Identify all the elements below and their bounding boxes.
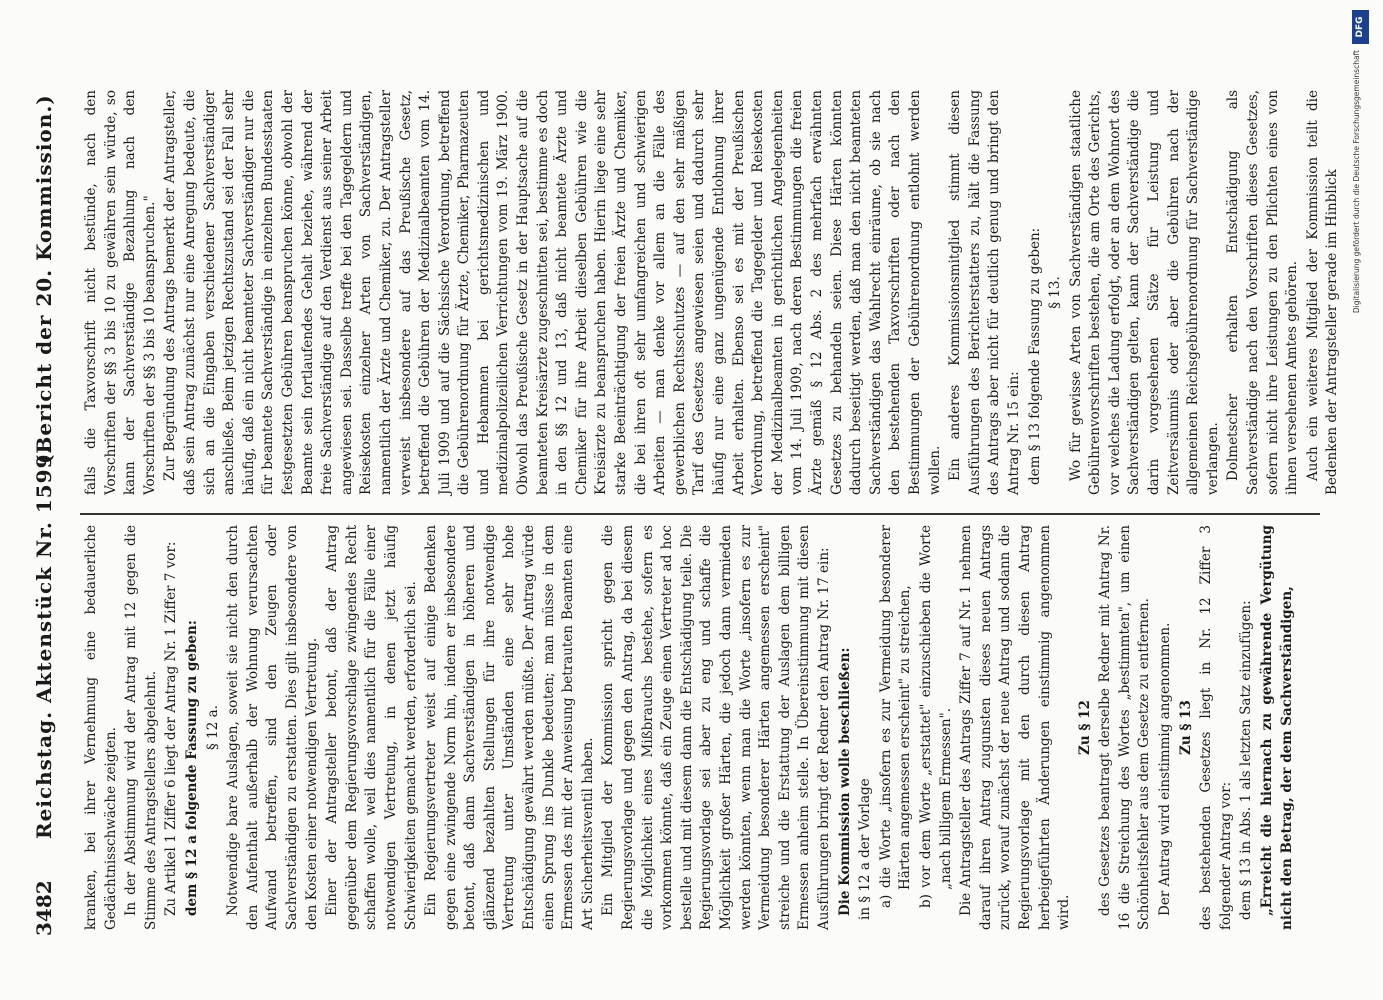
- paragraph: dem § 13 folgende Fassung zu geben:: [1026, 227, 1043, 485]
- column-divider: [80, 513, 1320, 515]
- paragraph: kranken, bei ihrer Vernehmung eine bedauerliche Gedächtnisschwäche zeigten.: [83, 525, 119, 930]
- paragraph: Einer der Antragsteller betont, daß der Antrag gegenüber dem Regierungsvorschlage zwingendes Recht schaffen wolle, weil dies namentlich für die Fälle einer notwendigen Vertretung, in denen jetzt häufig Schwierigkeiten gemacht werden, erforderlich sei.: [324, 525, 419, 930]
- dfg-logo: DFG: [1352, 10, 1369, 44]
- paragraph: Die Antragsteller des Antrags Ziffer 7 auf Nr. 1 nehmen darauf ihren Antrag zugunsten dieses neuen Antrags zurück, worauf zunächst der neue Antrag und sodann die Regierungsvorlage mit den durch diesen Antrag herbeigeführten Änderungen einstimmig angenommen wird.: [958, 525, 1073, 930]
- paragraph: Zur Begründung des Antrags bemerkt der Antragsteller, daß sein Antrag zunächst nur eine Anregung bedeute, die sich an die Eingaben verschiedener Sachverständiger anschließe. Beim jetzigen Rechtszustand sei der Fall sehr häufig, daß ein nicht beamteter Sachverständiger nur die für beamtete Sachverständige in einzelnen Bundesstaaten festgesetzten Gebühren beanspruchen könne, obwohl der Beamte sein fortlaufendes Gehalt beziehe, während der freie Sachverständige auf den Verdienst aus seiner Arbeit angewiesen sei. Dasselbe treffe bei den Tagegeldern und Reisekosten einzelner Arten von Sachverständigen, namentlich der Ärzte und Chemiker, zu. Der Antragsteller verweist insbesondere auf das Preußische Gesetz, betreffend die Gebühren der Medizinalbeamten vom 14. Juli 1909 und auf die Sächsische Verordnung, betreffend die Gebührenordnung für Ärzte, Chemiker, Pharmazeuten und Hebammen bei gerichtsmedizinischen und medizinalpolizeilichen Verrichtungen vom 19. März 1900. Obwohl das Preußische Gesetz in der Hauptsache auf die beamteten Kreisärzte zugeschnitten sei, bestimme es doch in den §§ 12 und 13, daß nicht beamtete Ärzte und Chemiker für ihre Arbeit dieselben Gebühren wie die Kreisärzte zu beanspruchen haben. Hierin liege eine sehr starke Beeinträchtigung der freien Ärzte und Chemiker, die bei ihren oft sehr umfangreichen und schwierigen Arbeiten — man denke vor allem an die Fälle des gewerblichen Rechtsschutzes — auf den sehr mäßigen Tarif des Gesetzes angewiesen seien und dadurch sehr häufig nur eine ganz ungenügende Entlohnung ihrer Arbeit erhalten. Ebenso sei es mit der Preußischen Verordnung, betreffend die Tagegelder und Reisekosten der Medizinalbeamten in gerichtlichen Angelegenheiten vom 14. Juli 1909, nach deren Bestimmungen die freien Ärzte gemäß § 12 Abs. 2 des mehrfach erwähnten Gesetzes zu behandeln seien. Diese Härten könnten dadurch beseitigt werden, daß man den nicht beamteten Sachverständigen das Wahlrecht einräume, ob sie nach den bestehenden Taxvorschriften oder nach den Bestimmungen der Gebührenordnung entlohnt werden wollen.: [162, 90, 943, 495]
- left-column: [82, 525, 1322, 930]
- paragraph: § 12 a.: [204, 705, 221, 750]
- paragraph: in § 12 a der Vorlage: [857, 778, 874, 920]
- paragraph: dem § 12 a folgende Fassung zu geben:: [183, 620, 200, 916]
- credit-text: Digitalisierung gefördert durch die Deutsche Forschungsgemeinschaft: [1352, 50, 1361, 314]
- page-header: [8, 54, 68, 954]
- paragraph: a) die Worte „insofern es zur Vermeidung besonderer Härten angemessen erscheint" zu streichen,: [877, 525, 914, 908]
- paragraph: Auch ein weiteres Mitglied der Kommission teilt die Bedenken der Antragsteller gerade im Hinblick: [1304, 90, 1341, 495]
- page-number: 3482: [32, 880, 56, 936]
- paragraph: In der Abstimmung wird der Antrag mit 12 gegen die Stimme des Antragstellers abgelehnt.: [123, 525, 159, 930]
- paragraph: Ein Regierungsvertreter weist auf einige Bedenken gegen eine zwingende Norm hin, indem er insbesondere betont, daß dann Sachverständigen in höheren und glänzend bezahlten Stellungen für ihre notwendige Vertretung unter Umständen eine sehr hohe Entschädigung gewährt werden müßte. Der Antrag würde einen Sprung ins Dunkle bedeuten; man müsse in dem Ermessen des mit der Anweisung betrauten Beamten eine Art Sicherheitsventil haben.: [423, 525, 596, 930]
- paragraph: Wo für gewisse Arten von Sachverständigen staatliche Gebührenvorschriften bestehen, die am Orte des Gerichts, vor welches die Ladung erfolgt, oder an dem Wohnort des Sachverständigen gelten, kann der Sachverständige die darin vorgesehenen Sätze für Leistung und Zeitversäumnis oder aber die Gebühren nach der allgemeinen Reichsgebührenordnung für Sachverständige verlangen.: [1067, 90, 1221, 495]
- paragraph: Zu § 13: [1177, 700, 1194, 755]
- paragraph: „Erreicht die hiernach zu gewährende Vergütung nicht den Betrag, der dem Sachverständigen,: [1259, 525, 1295, 930]
- paragraph: Der Antrag wird einstimmig angenommen.: [1157, 622, 1174, 916]
- paragraph: Ein anderes Kommissionsmitglied stimmt diesen Ausführungen des Berichterstatters zu, hält die Fassung des Antrags aber nicht für deutlich genug und bringt den Antrag Nr. 15 ein:: [947, 90, 1022, 495]
- paragraph: des bestehenden Gesetzes liegt in Nr. 12 Ziffer 3 folgender Antrag vor:: [1198, 525, 1234, 930]
- paragraph: Zu § 12: [1076, 700, 1093, 755]
- paragraph: Die Kommission wolle beschließen:: [836, 647, 853, 916]
- paragraph: falls die Taxvorschrift nicht bestünde, nach den Vorschriften der §§ 3 bis 10 zu gewähren sein würde, so kann der Sachverständige Bezahlung nach den Vorschriften der §§ 3 bis 10 beanspruchen.": [83, 90, 158, 495]
- paragraph: b) vor dem Worte „erstattet" einzuschieben die Worte „nach billigem Ermessen".: [917, 525, 954, 908]
- paragraph: Ein Mitglied der Kommission spricht gegen die Regierungsvorlage und gegen den Antrag, da bei diesem die Möglichkeit eines Mißbrauchs bestehe, sofern es vorkommen könnte, daß ein Zeuge einen Vertreter ad hoc bestelle und mit diesem dann die Entschädigung teile. Die Regierungsvorlage sei aber zu eng und schaffe die Möglichkeit großer Härten, die jedoch dann vermieden werden könnten, wenn man die Worte „insofern es zur Vermeidung besonderer Härten angemessen erscheint" streiche und die Erstattung der Auslagen dem billigen Ermessen anheim stelle. In Übereinstimmung mit diesen Ausführungen bringt der Redner den Antrag Nr. 17 ein:: [600, 525, 832, 930]
- paragraph: des Gesetzes beantragt derselbe Redner mit Antrag Nr. 16 die Streichung des Wortes „bestimmten", um einen Schönheitsfehler aus dem Gesetze zu entfernen.: [1097, 525, 1153, 930]
- paragraph: Zu Artikel 1 Ziffer 6 liegt der Antrag Nr. 1 Ziffer 7 vor:: [163, 541, 180, 916]
- paragraph: § 13.: [1047, 276, 1064, 309]
- running-head-right: (Bericht der 20. Kommission.): [32, 94, 56, 464]
- digitization-credit: [1352, 10, 1370, 314]
- running-head-left: Reichstag. Aktenstück Nr. 1599.: [32, 445, 56, 839]
- paragraph: Notwendige bare Auslagen, soweit sie nicht den durch den Aufenthalt außerhalb der Wohnung verursachten Aufwand betreffen, sind den Zeugen oder Sachverständigen zu erstatten. Dies gilt insbesondere von den Kosten einer notwendigen Vertretung.: [225, 525, 320, 930]
- right-column: [82, 90, 1341, 495]
- paragraph: Dolmetscher erhalten Entschädigung als Sachverständige nach den Vorschriften dieses Gesetzes, sofern nicht ihre Leistungen zu den Pflichten eines von ihnen versehenen Amtes gehören.: [1225, 90, 1301, 495]
- paragraph: dem § 13 in Abs. 1 als letzten Satz einzufügen:: [1238, 600, 1255, 920]
